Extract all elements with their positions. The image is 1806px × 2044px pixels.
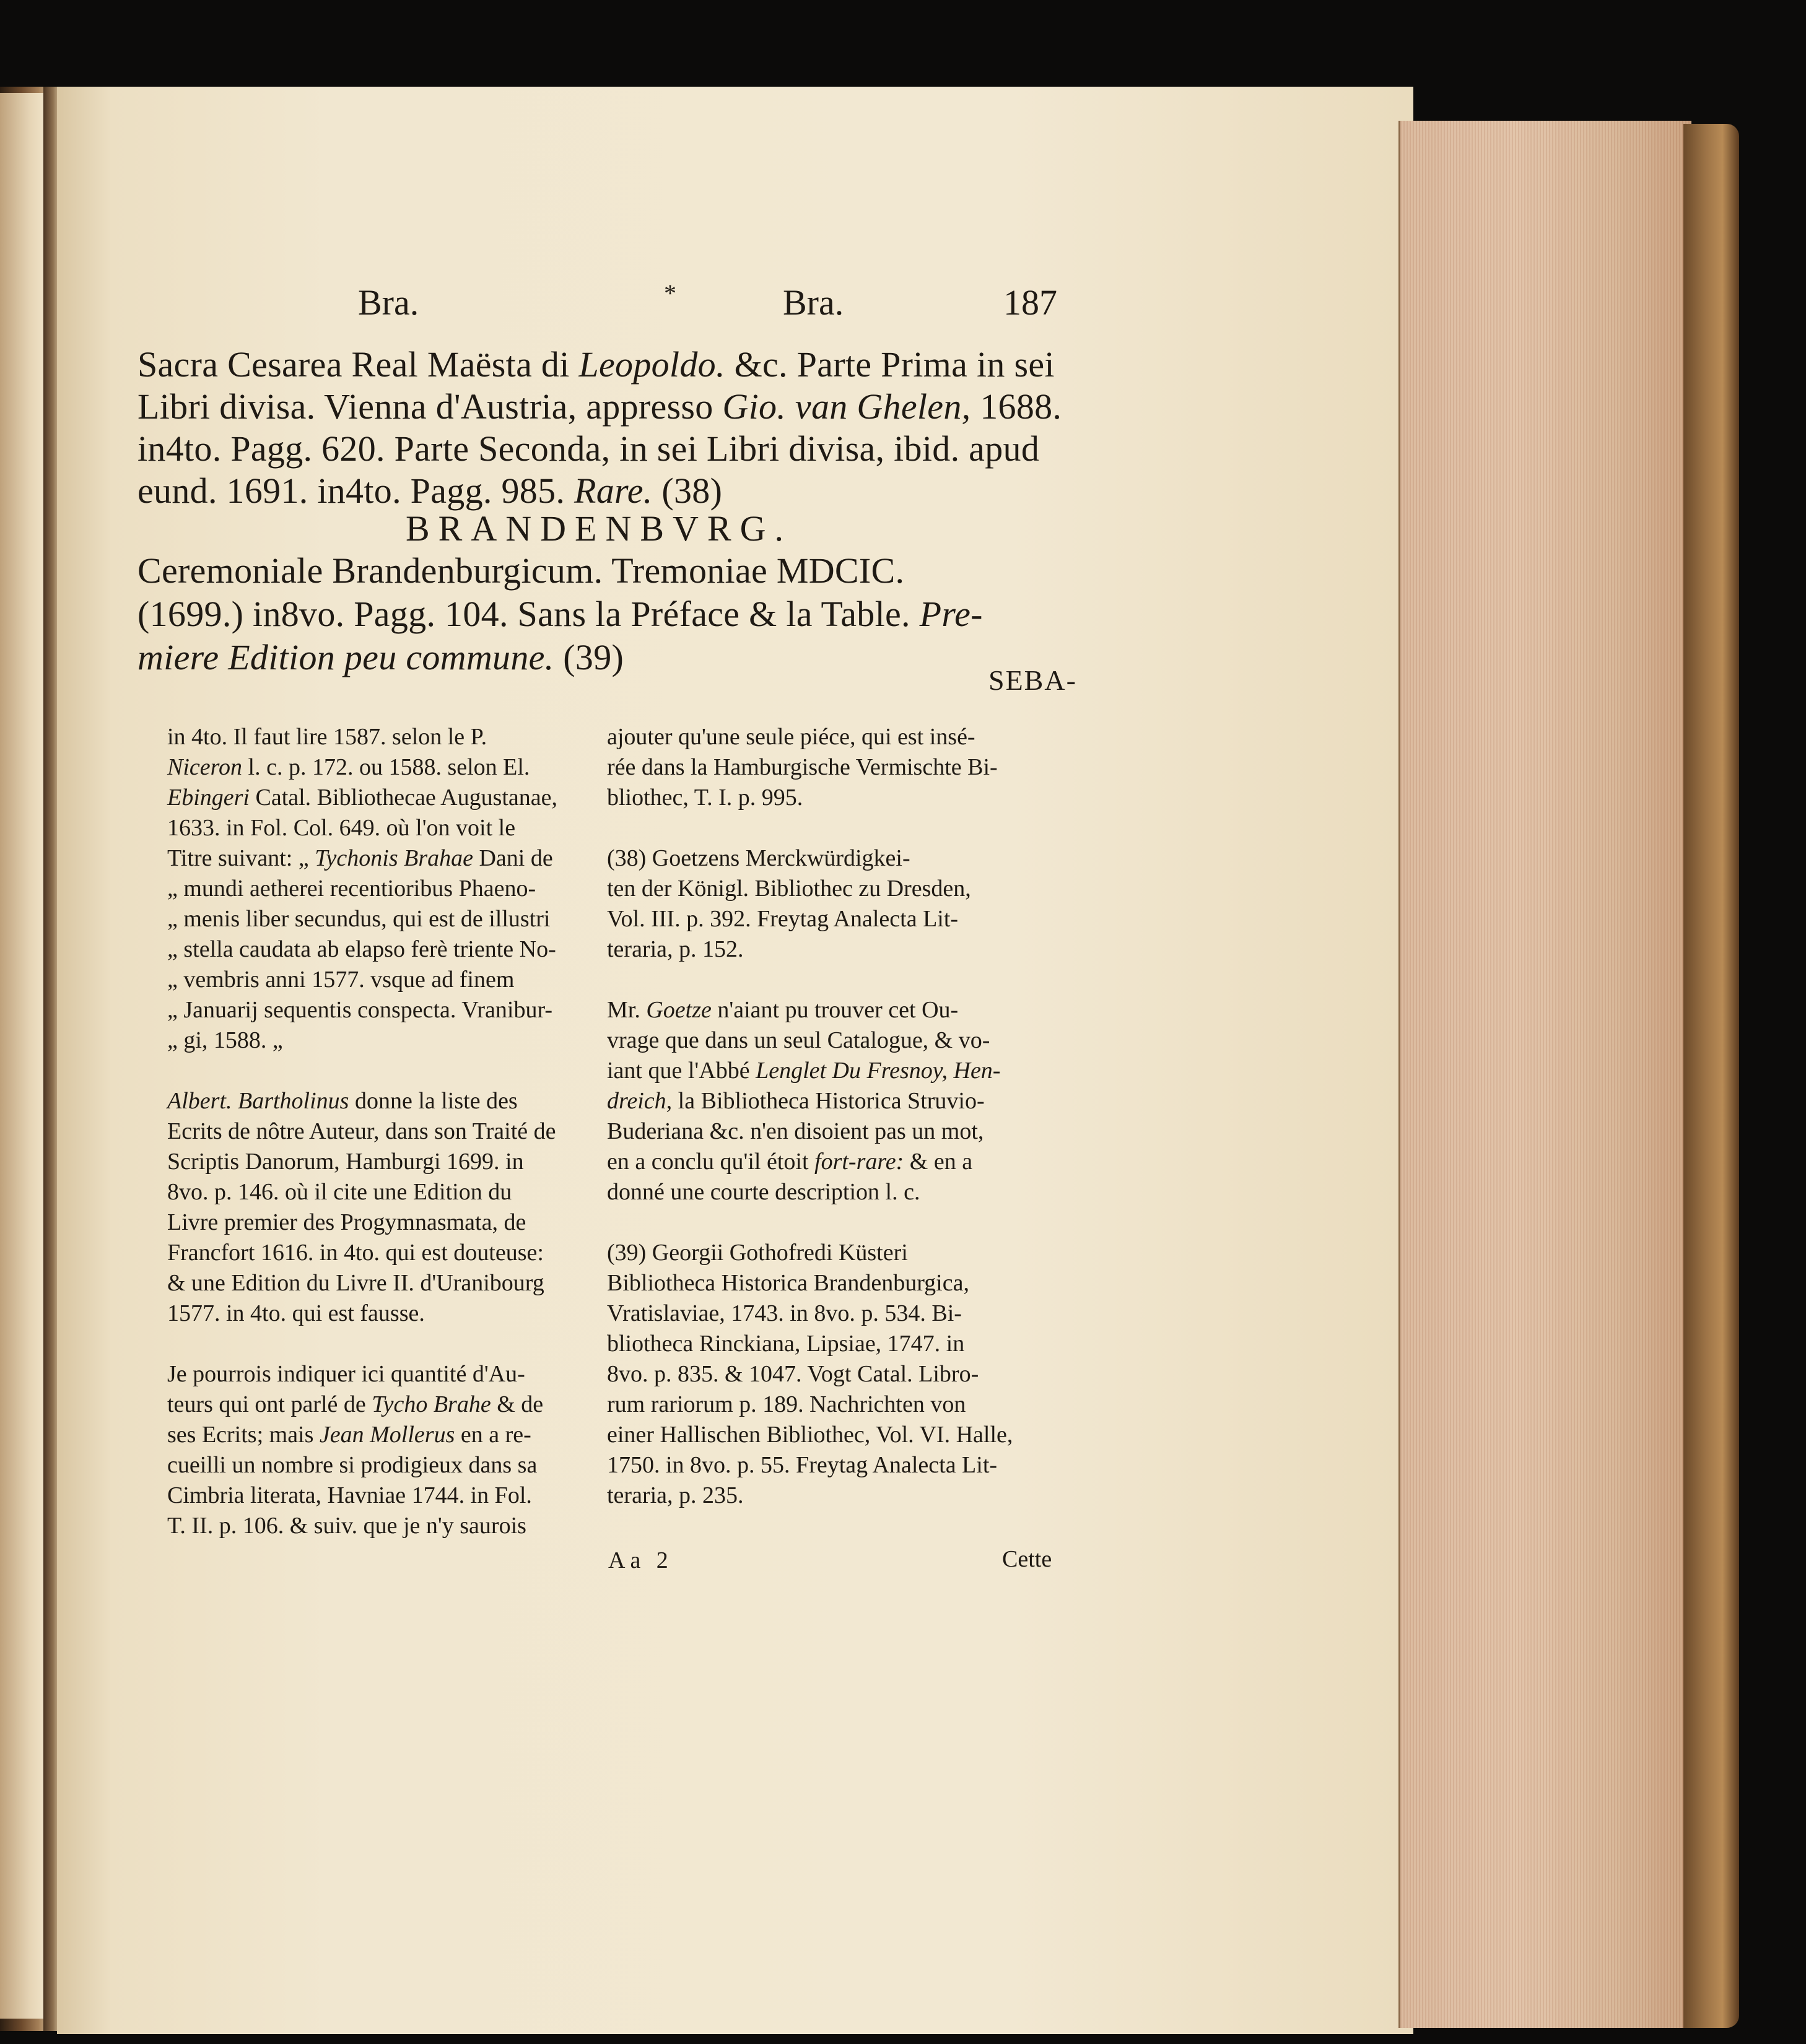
right-column-line xyxy=(607,1118,984,1145)
line-text: Buderiana &c. n'en disoient pas un mot, xyxy=(607,1118,984,1144)
italic-text: Niceron xyxy=(167,754,243,780)
left-column-line xyxy=(167,1269,544,1297)
left-column-line xyxy=(167,936,556,963)
line-text: ajouter qu'une seule piéce, qui est insé- xyxy=(607,724,975,750)
line-text: rum rariorum p. 189. Nachrichten von xyxy=(607,1391,966,1417)
line-text: ten der Königl. Bibliothec zu Dresden, xyxy=(607,876,971,902)
line-text: Francfort 1616. in 4to. qui est douteuse: xyxy=(167,1240,544,1266)
right-column-line xyxy=(607,1087,985,1115)
line-text: „ menis liber secundus, qui est de illustri xyxy=(167,906,551,932)
right-column-line xyxy=(607,1027,990,1054)
line-text: n'aiant pu trouver cet Ou- xyxy=(711,997,959,1023)
right-column-line xyxy=(607,996,958,1024)
line-text: Sacra Cesarea Real Maësta di xyxy=(137,344,579,385)
italic-text: dreich, xyxy=(607,1088,673,1114)
left-column-line xyxy=(167,814,515,842)
right-column-line xyxy=(607,1057,1000,1084)
italic-text: Goetze xyxy=(646,997,712,1023)
italic-text: Ebingeri xyxy=(167,785,250,811)
right-column-line xyxy=(607,1451,997,1479)
line-text: (38) Goetzens Merckwürdigkei- xyxy=(607,845,910,871)
left-column-line xyxy=(167,845,553,872)
left-column-line xyxy=(167,1148,524,1175)
catchword-top: SEBA- xyxy=(988,664,1077,696)
left-column-line xyxy=(167,723,487,750)
line-text: (1699.) in8vo. Pagg. 104. Sans la Préface & la Table. xyxy=(137,594,920,634)
italic-text: Tycho Brahe xyxy=(372,1391,491,1417)
right-column-line xyxy=(607,1360,979,1388)
line-text: „ mundi aetherei recentioribus Phaeno- xyxy=(167,876,536,902)
left-column-line xyxy=(167,1118,556,1145)
line-text: „ gi, 1588. „ xyxy=(167,1027,283,1053)
line-text: Ceremoniale Brandenburgicum. Tremoniae MDCIC. xyxy=(137,550,905,591)
line-text: in 4to. Il faut lire 1587. selon le P. xyxy=(167,724,487,750)
line-text: Bibliotheca Historica Brandenburgica, xyxy=(607,1270,969,1296)
right-column-line xyxy=(607,936,744,963)
left-page-edge xyxy=(0,93,45,2019)
line-text: en a conclu qu'il étoit xyxy=(607,1149,815,1175)
right-column-line xyxy=(607,905,958,933)
italic-text: Lenglet Du Fresnoy, Hen- xyxy=(756,1058,1001,1084)
right-column-line xyxy=(607,1391,966,1418)
line-text: einer Hallischen Bibliothec, Vol. VI. Halle, xyxy=(607,1422,1013,1448)
line-text: „ Januarij sequentis conspecta. Vranibur- xyxy=(167,997,552,1023)
left-column-line xyxy=(167,966,514,993)
left-column-line xyxy=(167,1451,537,1479)
line-text: rée dans la Hamburgische Vermischte Bi- xyxy=(607,754,998,780)
line-text: Vratislaviae, 1743. in 8vo. p. 534. Bi- xyxy=(607,1300,962,1326)
line-text: 1750. in 8vo. p. 55. Freytag Analecta Lit- xyxy=(607,1452,998,1478)
line-text: 1577. in 4to. qui est fausse. xyxy=(167,1300,425,1326)
running-head-left: Bra. xyxy=(358,282,419,323)
right-column-line xyxy=(607,1300,962,1327)
line-text: donne la liste des xyxy=(349,1088,518,1114)
line-text: & une Edition du Livre II. d'Uranibourg xyxy=(167,1270,544,1296)
right-column-line xyxy=(607,1330,964,1357)
left-column-line xyxy=(167,1391,543,1418)
line-text: T. II. p. 106. & suiv. que je n'y saurois xyxy=(167,1513,526,1539)
left-column-line xyxy=(167,1087,518,1115)
left-column-line xyxy=(167,996,552,1024)
line-text: 1633. in Fol. Col. 649. où l'on voit le xyxy=(167,815,516,841)
line-text: (38) xyxy=(652,471,723,511)
entry-text-line xyxy=(137,550,904,591)
entry-text-line xyxy=(137,637,624,678)
line-text: l. c. p. 172. ou 1588. selon El. xyxy=(242,754,530,780)
line-text: vrage que dans un seul Catalogue, & vo- xyxy=(607,1027,990,1053)
line-text: en a re- xyxy=(455,1422,531,1448)
catchword-bottom: Cette xyxy=(1002,1546,1052,1572)
right-column-line xyxy=(607,1178,920,1206)
line-text: donné une courte description l. c. xyxy=(607,1179,920,1205)
line-text: Mr. xyxy=(607,997,647,1023)
line-text: eund. 1691. in4to. Pagg. 985. xyxy=(137,471,574,511)
line-text: bliothec, T. I. p. 995. xyxy=(607,785,803,811)
line-text: teraria, p. 235. xyxy=(607,1482,744,1508)
left-column-line xyxy=(167,875,536,902)
italic-text: Pre- xyxy=(919,594,983,634)
italic-text: Tychonis Brahae xyxy=(315,845,473,871)
book-cover-right xyxy=(1683,124,1739,2028)
line-text: Cimbria literata, Havniae 1744. in Fol. xyxy=(167,1482,532,1508)
line-text: Je pourrois indiquer ici quantité d'Au- xyxy=(167,1361,525,1387)
line-text: 8vo. p. 146. où il cite une Edition du xyxy=(167,1179,512,1205)
left-column-line xyxy=(167,1239,544,1266)
line-text: in4to. Pagg. 620. Parte Seconda, in sei Libri divisa, ibid. apud xyxy=(137,428,1040,469)
left-column-line xyxy=(167,1209,526,1236)
line-text: &c. Parte Prima in sei xyxy=(725,344,1055,385)
left-column-line xyxy=(167,1027,283,1054)
line-text: 8vo. p. 835. & 1047. Vogt Catal. Libro- xyxy=(607,1361,979,1387)
page-fore-edge xyxy=(1398,121,1691,2028)
line-text: cueilli un nombre si prodigieux dans sa xyxy=(167,1452,538,1478)
left-column-line xyxy=(167,784,557,811)
italic-text: fort-rare: xyxy=(814,1149,904,1175)
left-column-line xyxy=(167,1482,532,1509)
italic-text: Rare. xyxy=(574,471,653,511)
page-number: 187 xyxy=(1003,282,1057,323)
line-text: „ vembris anni 1577. vsque ad finem xyxy=(167,967,515,993)
right-column-line xyxy=(607,875,971,902)
left-column-line xyxy=(167,1300,425,1327)
left-column-line xyxy=(167,1178,512,1206)
line-text: Dani de xyxy=(473,845,553,871)
right-column-line xyxy=(607,1239,908,1266)
italic-text: miere Edition peu commune. xyxy=(137,637,554,677)
right-column-line xyxy=(607,1421,1013,1448)
line-text: Catal. Bibliothecae Augustanae, xyxy=(249,785,558,811)
line-text: teraria, p. 152. xyxy=(607,936,744,962)
line-text: (39) Georgii Gothofredi Küsteri xyxy=(607,1240,908,1266)
line-text: „ stella caudata ab elapso ferè triente No- xyxy=(167,936,556,962)
italic-text: Albert. Bartholinus xyxy=(167,1088,349,1114)
line-text: iant que l'Abbé xyxy=(607,1058,756,1084)
line-text: Scriptis Danorum, Hamburgi 1699. in xyxy=(167,1149,524,1175)
right-column-line xyxy=(607,845,910,872)
section-title: BRANDENBVRG. xyxy=(406,508,792,549)
line-text: bliotheca Rinckiana, Lipsiae, 1747. in xyxy=(607,1331,965,1357)
line-text: la Bibliotheca Historica Struvio- xyxy=(672,1088,985,1114)
italic-text: Jean Mollerus xyxy=(319,1422,455,1448)
line-text: Livre premier des Progymnasmata, de xyxy=(167,1209,526,1235)
left-column-line xyxy=(167,1421,531,1448)
top-text-line xyxy=(137,470,722,511)
line-text: ses Ecrits; mais xyxy=(167,1422,320,1448)
line-text: & en a xyxy=(904,1149,973,1175)
top-text-line xyxy=(137,428,1039,469)
line-text: Titre suivant: „ xyxy=(167,845,315,871)
entry-text-line xyxy=(137,593,983,635)
right-column-line xyxy=(607,1269,969,1297)
line-text: (39) xyxy=(554,637,624,677)
left-column-line xyxy=(167,1512,526,1539)
top-text-line xyxy=(137,344,1055,385)
left-column-line xyxy=(167,754,530,781)
running-head-center: Bra. xyxy=(783,282,844,323)
right-column-line xyxy=(607,1482,744,1509)
line-text: Ecrits de nôtre Auteur, dans son Traité de xyxy=(167,1118,556,1144)
left-column-line xyxy=(167,1360,525,1388)
line-text: & de xyxy=(491,1391,544,1417)
line-text: Libri divisa. Vienna d'Austria, appresso xyxy=(137,386,723,427)
line-text: 1688. xyxy=(971,386,1062,427)
right-column-line xyxy=(607,784,803,811)
top-text-line xyxy=(137,386,1062,427)
left-column-line xyxy=(167,905,550,933)
line-text: teurs qui ont parlé de xyxy=(167,1391,372,1417)
right-column-line xyxy=(607,723,975,750)
right-column-line xyxy=(607,754,998,781)
line-text: Vol. III. p. 392. Freytag Analecta Lit- xyxy=(607,906,959,932)
signature-mark: Aa 2 xyxy=(608,1547,673,1573)
printer-mark: * xyxy=(664,279,676,307)
right-column-line xyxy=(607,1148,972,1175)
italic-text: Gio. van Ghelen, xyxy=(722,386,971,427)
italic-text: Leopoldo. xyxy=(578,344,725,385)
